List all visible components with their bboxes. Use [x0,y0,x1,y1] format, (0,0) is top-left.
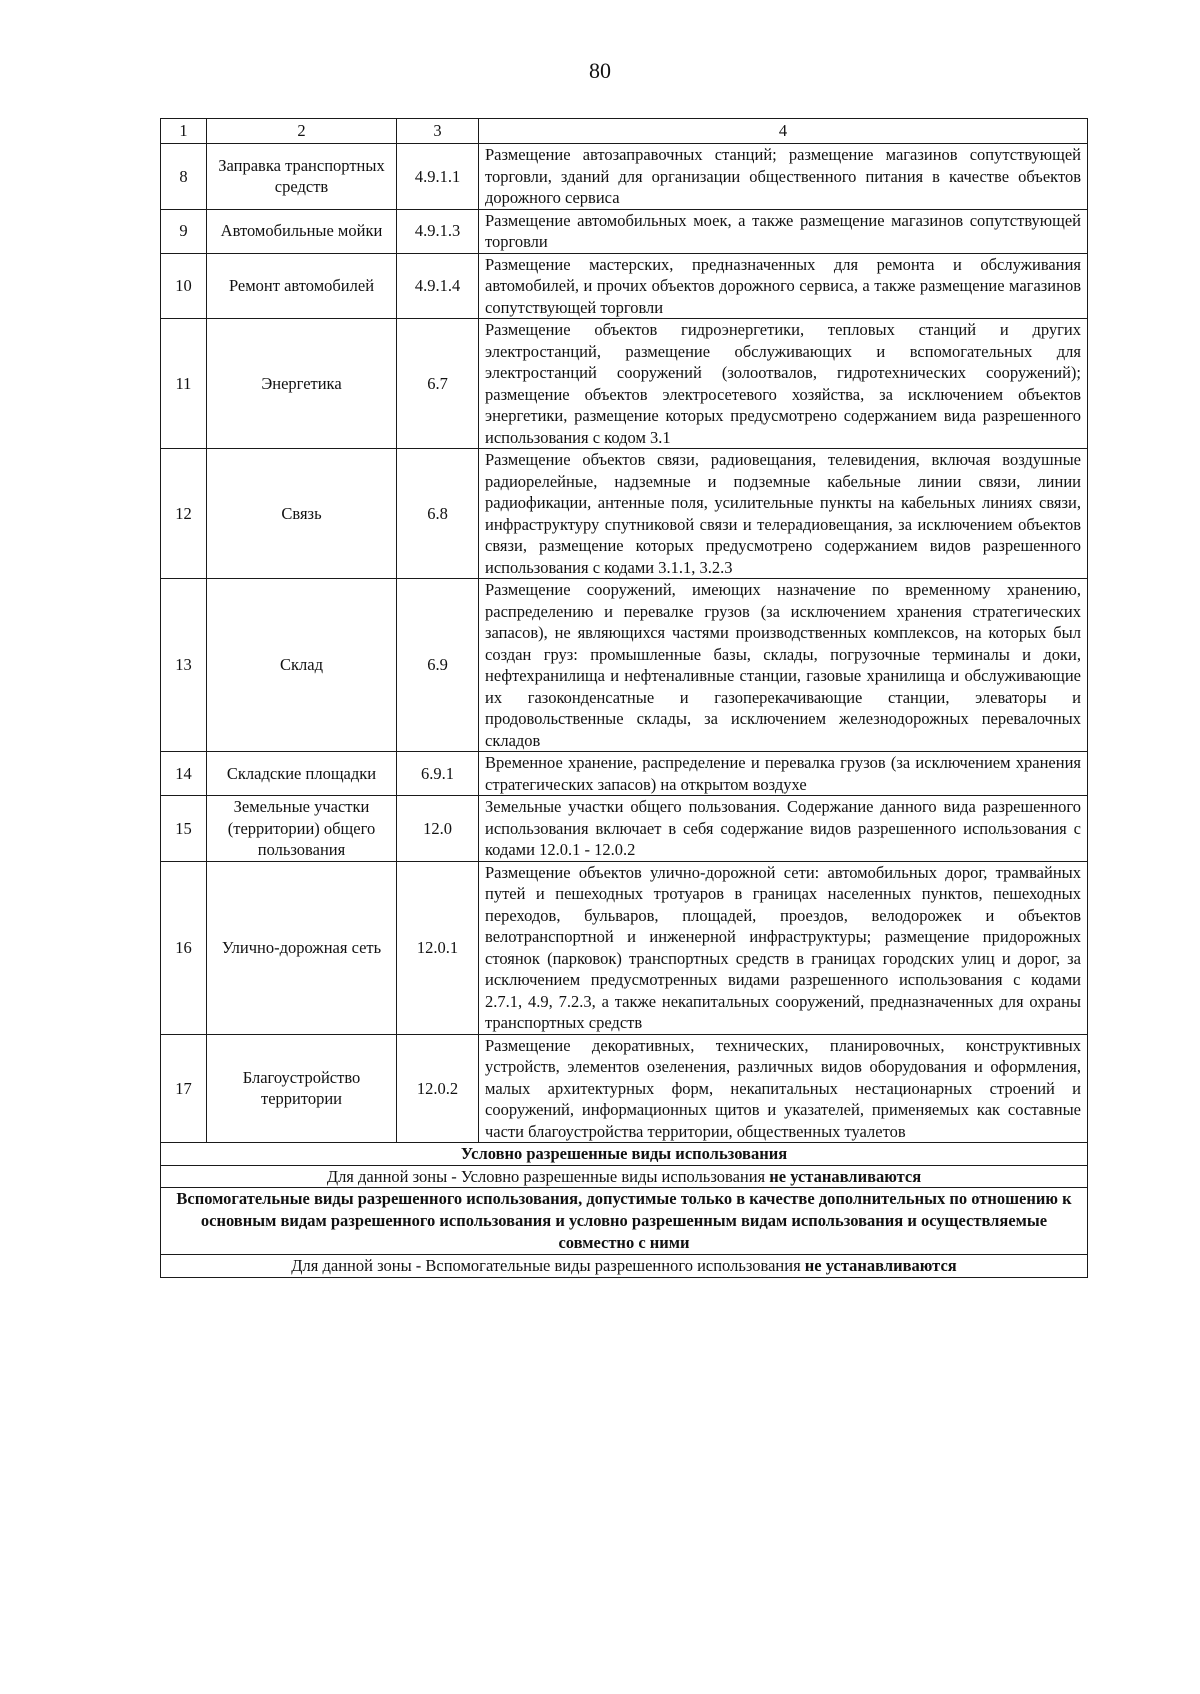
table-header-row [161,119,1088,144]
use-type-code: 6.7 [397,319,479,449]
use-type-description: Размещение декоративных, технических, планировочных, конструктивных устройств, элементов озеленения, различных видов оборудования и оформления, малых архитектурных форм, некапитальных нестационарных строений и сооружений, информационных щитов и указателей, применяемых как составные части благоустройства территории, общественных туалетов [479,1034,1088,1143]
use-type-description: Размещение объектов гидроэнергетики, тепловых станций и других электростанций, размещение обслуживающих и вспомогательных для электростанций сооружений (золоотвалов, гидротехнических сооружений); размещение объектов электросетевого хозяйства, за исключением объектов энергетики, размещение которых предусмотрено содержанием вида разрешенного использования с кодом 3.1 [479,319,1088,449]
table-row [161,752,1088,796]
table-row [161,861,1088,1034]
auxiliary-note-bold: не устанавливаются [804,1256,957,1275]
table-row [161,449,1088,579]
header-cell: 1 [161,119,207,144]
row-number: 11 [161,319,207,449]
use-type-description: Размещение автомобильных моек, а также размещение магазинов сопутствующей торговли [479,209,1088,253]
auxiliary-heading: Вспомогательные виды разрешенного использования, допустимые только в качестве дополнительных по отношению к основным видам разрешенного использования и условно разрешенным видам использования и осуществляемые совместно с ними [161,1188,1088,1255]
row-number: 9 [161,209,207,253]
use-type-description: Размещение объектов улично-дорожной сети: автомобильных дорог, трамвайных путей и пешеходных тротуаров в границах населенных пунктов, пешеходных переходов, бульваров, площадей, проездов, велодорожек и объектов велотранспортной и инженерной инфраструктуры; размещение придорожных стоянок (парковок) транспортных средств в границах городских улиц и дорог, за исключением предусмотренных видами разрешенного использования с кодами 2.7.1, 4.9, 7.2.3, а также некапитальных сооружений, предназначенных для охраны транспортных средств [479,861,1088,1034]
row-number: 15 [161,796,207,862]
table-row [161,253,1088,319]
use-type-name: Заправка транспортных средств [207,144,397,210]
conditional-heading-row [161,1143,1088,1166]
conditional-note-row [161,1165,1088,1188]
row-number: 12 [161,449,207,579]
use-type-code: 12.0 [397,796,479,862]
auxiliary-heading-row [161,1188,1088,1255]
use-type-code: 4.9.1.4 [397,253,479,319]
use-type-code: 6.9 [397,579,479,752]
use-type-name: Складские площадки [207,752,397,796]
use-type-code: 6.9.1 [397,752,479,796]
use-type-name: Склад [207,579,397,752]
use-type-code: 12.0.2 [397,1034,479,1143]
header-cell: 2 [207,119,397,144]
use-type-description: Земельные участки общего пользования. Содержание данного вида разрешенного использования включает в себя содержание видов разрешенного использования с кодами 12.0.1 - 12.0.2 [479,796,1088,862]
row-number: 14 [161,752,207,796]
table-row [161,319,1088,449]
use-type-description: Временное хранение, распределение и перевалка грузов (за исключением хранения стратегических запасов) на открытом воздухе [479,752,1088,796]
use-type-code: 4.9.1.3 [397,209,479,253]
use-type-description: Размещение объектов связи, радиовещания, телевидения, включая воздушные радиорелейные, надземные и подземные кабельные линии связи, линии радиофикации, антенные поля, усилительные пункты на кабельных линиях связи, инфраструктуру спутниковой связи и телерадиовещания, за исключением объектов связи, размещение которых предусмотрено содержанием видов разрешенного использования с кодами 3.1.1, 3.2.3 [479,449,1088,579]
auxiliary-note-text: Для данной зоны - Вспомогательные виды разрешенного использования [291,1256,801,1275]
header-cell: 4 [479,119,1088,144]
use-type-description: Размещение мастерских, предназначенных для ремонта и обслуживания автомобилей, и прочих объектов дорожного сервиса, а также размещение магазинов сопутствующей торговли [479,253,1088,319]
use-type-name: Связь [207,449,397,579]
use-type-name: Земельные участки (территории) общего пользования [207,796,397,862]
header-cell: 3 [397,119,479,144]
use-type-code: 12.0.1 [397,861,479,1034]
table-row [161,796,1088,862]
use-type-name: Улично-дорожная сеть [207,861,397,1034]
table-row [161,144,1088,210]
use-type-name: Ремонт автомобилей [207,253,397,319]
use-type-name: Благоустройство территории [207,1034,397,1143]
table-row [161,579,1088,752]
row-number: 16 [161,861,207,1034]
use-type-name: Автомобильные мойки [207,209,397,253]
conditional-heading: Условно разрешенные виды использования [161,1143,1088,1166]
table-row [161,1034,1088,1143]
conditional-note-bold: не устанавливаются [769,1166,922,1186]
use-type-code: 6.8 [397,449,479,579]
auxiliary-note [161,1255,1088,1278]
table-row [161,209,1088,253]
use-type-description: Размещение сооружений, имеющих назначение по временному хранению, распределению и перевалке грузов (за исключением хранения стратегических запасов), не являющихся частями производственных комплексов, на которых был создан груз: промышленные базы, склады, погрузочные терминалы и доки, нефтехранилища и нефтеналивные станции, газовые хранилища и обслуживающие их газоконденсатные и газоперекачивающие станции, элеваторы и продовольственные склады, за исключением железнодорожных перевалочных складов [479,579,1088,752]
conditional-note-text: Для данной зоны - Условно разрешенные виды использования [326,1166,766,1186]
conditional-note [161,1165,1088,1188]
use-type-description: Размещение автозаправочных станций; размещение магазинов сопутствующей торговли, зданий для организации общественного питания в качестве объектов дорожного сервиса [479,144,1088,210]
page-number: 80 [589,58,611,83]
use-type-name: Энергетика [207,319,397,449]
row-number: 17 [161,1034,207,1143]
row-number: 8 [161,144,207,210]
row-number: 13 [161,579,207,752]
row-number: 10 [161,253,207,319]
use-type-code: 4.9.1.1 [397,144,479,210]
auxiliary-note-row [161,1255,1088,1278]
land-use-table [160,118,1088,1278]
